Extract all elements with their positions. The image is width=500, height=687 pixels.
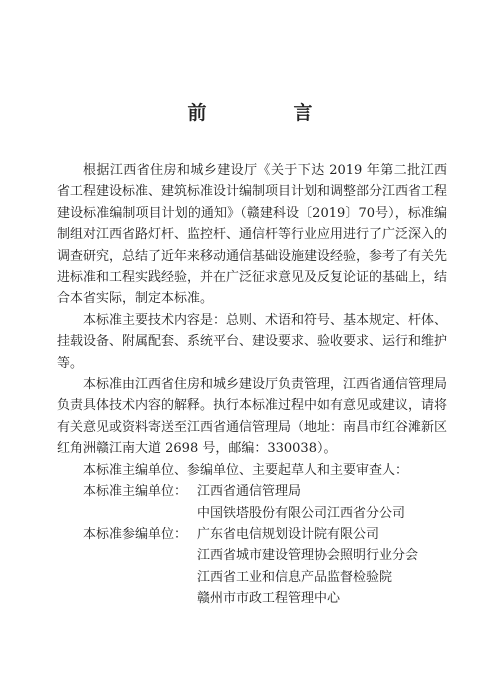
chief-editor-unit: 中国铁塔股份有限公司江西省分公司 [197, 505, 406, 521]
participant-unit: 广东省电信规划设计院有限公司 [197, 526, 380, 542]
participants-label: 本标准参编单位： [83, 526, 188, 542]
chief-editor-unit: 江西省通信管理局 [197, 484, 302, 500]
participant-units [197, 524, 447, 610]
page-title: 前 言 [187, 102, 347, 124]
participant-unit: 江西省工业和信息产品监督检验院 [197, 569, 393, 585]
paragraph-background: 根据江西省住房和城乡建设厅《关于下达 2019 年第二批江西省工程建设标准、建筑标准设计编制项目计划和调整部分江西省工程建设标准编制项目计划的通知》（赣建科设〔2019〕70号），标准编制组对江西省路灯杆、监控杆、通信杆等行业应用进行了广泛深入的调查研究，总结了近年来移动通信基础设施建设经验，参考了有关先进标准和工程实践经验，并在广泛征求意见及反复论证的基础上，结合本省实际，制定本标准。 [57, 163, 448, 307]
body-text [57, 160, 447, 610]
participant-unit: 江西省城市建设管理协会照明行业分会 [197, 548, 419, 564]
participants-row [57, 524, 447, 610]
participant-unit: 赣州市市政工程管理中心 [197, 591, 341, 607]
paragraph-management: 本标准由江西省住房和城乡建设厅负责管理，江西省通信管理局负责具体技术内容的解释。执行本标准过程中如有意见或建议，请将有关意见或资料寄送至江西省通信管理局（地址：南昌市红谷滩新区红角洲赣江南大道 2698 号，邮编：330038）。 [57, 377, 448, 457]
chief-editor-label: 本标准主编单位： [83, 484, 188, 500]
chief-editor-units [197, 481, 447, 524]
paragraph-main-content: 本标准主要技术内容是：总则、术语和符号、基本规定、杆体、挂载设备、附属配套、系统平台、建设要求、验收要求、运行和维护等。 [57, 312, 448, 371]
paragraph-units-intro: 本标准主编单位、参编单位、主要起草人和主要审查人： [83, 462, 409, 478]
chief-editor-row [57, 481, 447, 524]
